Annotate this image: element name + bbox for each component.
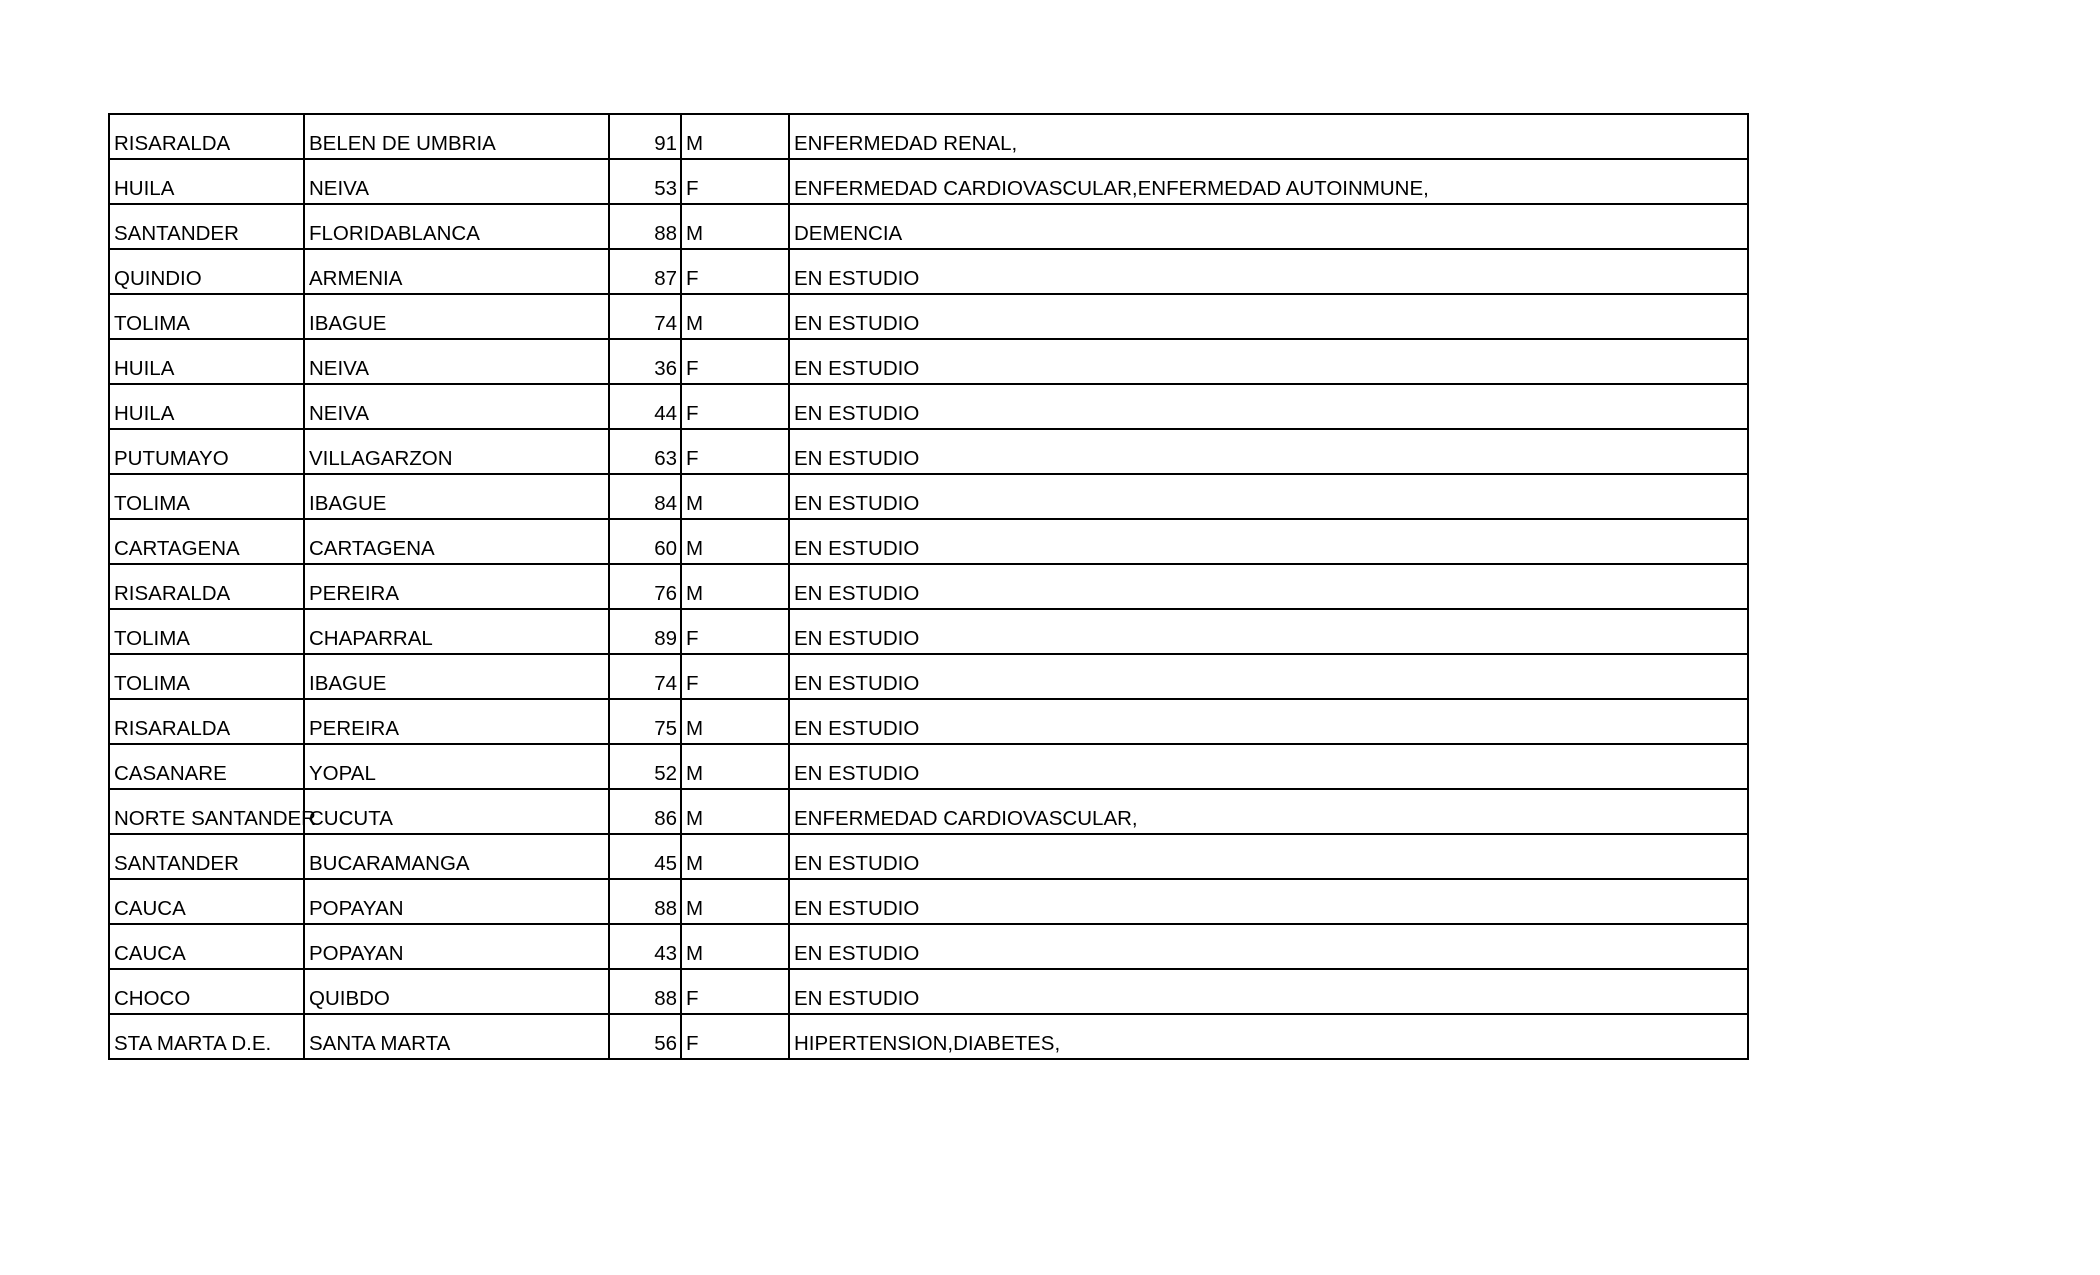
- cell-edad: 86: [609, 789, 681, 834]
- cell-sexo: F: [681, 1014, 789, 1059]
- cell-condicion: EN ESTUDIO: [789, 924, 1748, 969]
- cell-edad: 88: [609, 969, 681, 1014]
- cell-sexo: F: [681, 969, 789, 1014]
- cell-condicion: ENFERMEDAD CARDIOVASCULAR,: [789, 789, 1748, 834]
- cell-sexo: F: [681, 429, 789, 474]
- cell-departamento: TOLIMA: [109, 654, 304, 699]
- cell-edad: 63: [609, 429, 681, 474]
- cell-condicion: EN ESTUDIO: [789, 699, 1748, 744]
- cell-sexo: F: [681, 159, 789, 204]
- cell-departamento: STA MARTA D.E.: [109, 1014, 304, 1059]
- table-row: [109, 159, 1748, 204]
- cell-departamento: SANTANDER: [109, 834, 304, 879]
- table-row: [109, 969, 1748, 1014]
- cell-edad: 76: [609, 564, 681, 609]
- cell-condicion: EN ESTUDIO: [789, 474, 1748, 519]
- table-row: [109, 924, 1748, 969]
- table-row: [109, 879, 1748, 924]
- cell-edad: 43: [609, 924, 681, 969]
- cell-sexo: M: [681, 699, 789, 744]
- cell-edad: 45: [609, 834, 681, 879]
- cell-municipio: VILLAGARZON: [304, 429, 609, 474]
- table-row: [109, 834, 1748, 879]
- cell-sexo: M: [681, 834, 789, 879]
- table-row: [109, 654, 1748, 699]
- cell-departamento: SANTANDER: [109, 204, 304, 249]
- cell-sexo: M: [681, 519, 789, 564]
- cell-edad: 75: [609, 699, 681, 744]
- cell-edad: 88: [609, 879, 681, 924]
- cell-condicion: EN ESTUDIO: [789, 879, 1748, 924]
- table-row: [109, 114, 1748, 159]
- table-row: [109, 249, 1748, 294]
- cell-municipio: NEIVA: [304, 339, 609, 384]
- cell-condicion: EN ESTUDIO: [789, 654, 1748, 699]
- table-row: [109, 1014, 1748, 1059]
- cell-departamento: RISARALDA: [109, 564, 304, 609]
- cell-departamento: TOLIMA: [109, 609, 304, 654]
- table-row: [109, 339, 1748, 384]
- cell-municipio: BUCARAMANGA: [304, 834, 609, 879]
- cell-municipio: SANTA MARTA: [304, 1014, 609, 1059]
- cell-departamento: QUINDIO: [109, 249, 304, 294]
- cell-edad: 84: [609, 474, 681, 519]
- cell-sexo: M: [681, 564, 789, 609]
- table-row: [109, 744, 1748, 789]
- cell-condicion: EN ESTUDIO: [789, 429, 1748, 474]
- cell-municipio: ARMENIA: [304, 249, 609, 294]
- cell-municipio: FLORIDABLANCA: [304, 204, 609, 249]
- cell-municipio: POPAYAN: [304, 879, 609, 924]
- cell-edad: 87: [609, 249, 681, 294]
- cell-municipio: IBAGUE: [304, 474, 609, 519]
- table-row: [109, 789, 1748, 834]
- cell-edad: 88: [609, 204, 681, 249]
- cell-sexo: F: [681, 339, 789, 384]
- cell-edad: 52: [609, 744, 681, 789]
- cell-sexo: M: [681, 294, 789, 339]
- cell-departamento: RISARALDA: [109, 114, 304, 159]
- cell-condicion: EN ESTUDIO: [789, 564, 1748, 609]
- cell-municipio: QUIBDO: [304, 969, 609, 1014]
- cell-sexo: M: [681, 789, 789, 834]
- cell-edad: 89: [609, 609, 681, 654]
- cell-departamento: HUILA: [109, 159, 304, 204]
- cell-departamento: CHOCO: [109, 969, 304, 1014]
- cell-condicion: EN ESTUDIO: [789, 609, 1748, 654]
- cell-condicion: ENFERMEDAD RENAL,: [789, 114, 1748, 159]
- table-row: [109, 204, 1748, 249]
- cell-condicion: EN ESTUDIO: [789, 294, 1748, 339]
- cell-municipio: CUCUTA: [304, 789, 609, 834]
- cell-departamento: HUILA: [109, 339, 304, 384]
- cell-departamento: TOLIMA: [109, 294, 304, 339]
- records-table: [108, 113, 1749, 1060]
- cell-condicion: EN ESTUDIO: [789, 249, 1748, 294]
- table-row: [109, 474, 1748, 519]
- cell-municipio: NEIVA: [304, 159, 609, 204]
- cell-condicion: EN ESTUDIO: [789, 339, 1748, 384]
- cell-departamento: TOLIMA: [109, 474, 304, 519]
- cell-departamento: CAUCA: [109, 879, 304, 924]
- cell-edad: 44: [609, 384, 681, 429]
- cell-sexo: F: [681, 384, 789, 429]
- cell-municipio: PEREIRA: [304, 564, 609, 609]
- cell-condicion: EN ESTUDIO: [789, 519, 1748, 564]
- cell-municipio: POPAYAN: [304, 924, 609, 969]
- cell-sexo: F: [681, 249, 789, 294]
- records-table-body: [109, 114, 1748, 1059]
- cell-condicion: HIPERTENSION,DIABETES,: [789, 1014, 1748, 1059]
- cell-departamento: PUTUMAYO: [109, 429, 304, 474]
- cell-condicion: DEMENCIA: [789, 204, 1748, 249]
- cell-departamento: CASANARE: [109, 744, 304, 789]
- cell-sexo: M: [681, 114, 789, 159]
- cell-edad: 74: [609, 654, 681, 699]
- cell-sexo: M: [681, 924, 789, 969]
- cell-sexo: M: [681, 474, 789, 519]
- table-row: [109, 564, 1748, 609]
- cell-sexo: M: [681, 879, 789, 924]
- table-row: [109, 294, 1748, 339]
- table-row: [109, 519, 1748, 564]
- cell-condicion: EN ESTUDIO: [789, 969, 1748, 1014]
- cell-municipio: PEREIRA: [304, 699, 609, 744]
- table-row: [109, 609, 1748, 654]
- cell-sexo: M: [681, 204, 789, 249]
- cell-condicion: EN ESTUDIO: [789, 744, 1748, 789]
- cell-municipio: NEIVA: [304, 384, 609, 429]
- cell-sexo: F: [681, 609, 789, 654]
- cell-edad: 74: [609, 294, 681, 339]
- cell-municipio: CARTAGENA: [304, 519, 609, 564]
- cell-sexo: F: [681, 654, 789, 699]
- cell-condicion: ENFERMEDAD CARDIOVASCULAR,ENFERMEDAD AUTOINMUNE,: [789, 159, 1748, 204]
- cell-edad: 60: [609, 519, 681, 564]
- cell-departamento: HUILA: [109, 384, 304, 429]
- table-row: [109, 384, 1748, 429]
- cell-municipio: IBAGUE: [304, 294, 609, 339]
- cell-departamento: NORTE SANTANDER: [109, 789, 304, 834]
- cell-municipio: BELEN DE UMBRIA: [304, 114, 609, 159]
- table-row: [109, 699, 1748, 744]
- cell-municipio: IBAGUE: [304, 654, 609, 699]
- cell-municipio: CHAPARRAL: [304, 609, 609, 654]
- cell-sexo: M: [681, 744, 789, 789]
- table-row: [109, 429, 1748, 474]
- cell-edad: 56: [609, 1014, 681, 1059]
- cell-departamento: CAUCA: [109, 924, 304, 969]
- cell-edad: 91: [609, 114, 681, 159]
- cell-municipio: YOPAL: [304, 744, 609, 789]
- cell-edad: 53: [609, 159, 681, 204]
- cell-edad: 36: [609, 339, 681, 384]
- cell-departamento: CARTAGENA: [109, 519, 304, 564]
- cell-condicion: EN ESTUDIO: [789, 834, 1748, 879]
- cell-condicion: EN ESTUDIO: [789, 384, 1748, 429]
- cell-departamento: RISARALDA: [109, 699, 304, 744]
